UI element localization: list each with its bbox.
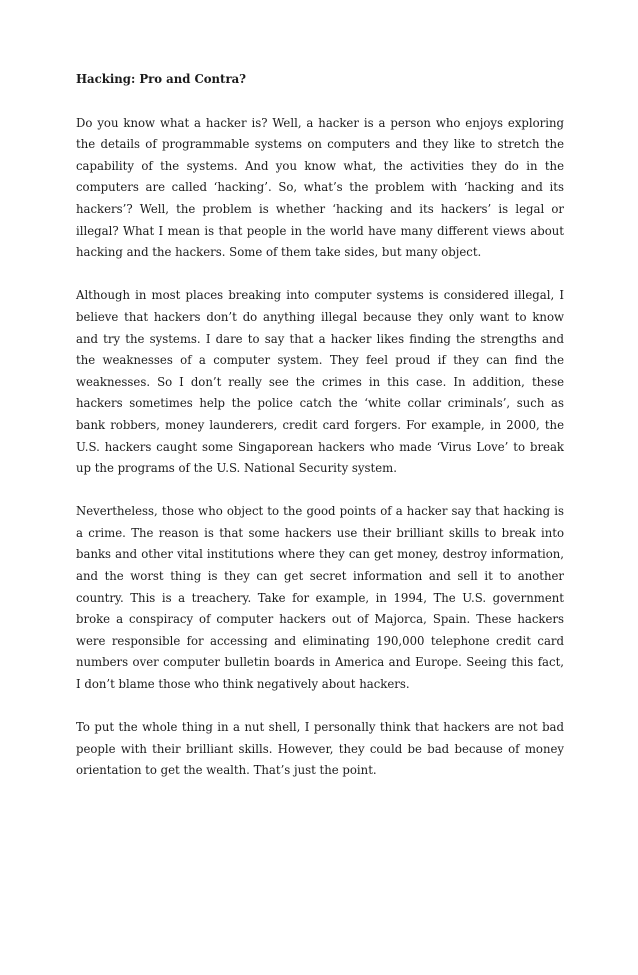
document-title: Hacking: Pro and Contra? [76, 72, 247, 86]
paragraph-contra: Nevertheless, those who object to the good points of a hacker say that hacking is a crime. The reason is that some hackers use their brilliant skills to break into banks and other vital institutions where they can get money, destroy information, and the worst thing is they can get secret information and sell it to another country. This is a treachery. Take for example, in 1994, The U.S. government broke a conspiracy of computer hackers out of Majorca, Spain. These hackers were responsible for accessing and eliminating 190,000 telephone credit card numbers over computer bulletin boards in America and Europe. Seeing this fact, I don’t blame those who think negatively about hackers. [76, 504, 564, 692]
paragraph-conclusion: To put the whole thing in a nut shell, I personally think that hackers are not bad people with their brilliant skills. However, they could be bad because of money orientation to get the wealth. That’s just the point. [76, 720, 564, 778]
paragraph-intro: Do you know what a hacker is? Well, a hacker is a person who enjoys exploring the details of programmable systems on computers and they like to stretch the capability of the systems. And you know what, the activities they do in the computers are called ‘hacking’. So, what’s the problem with ‘hacking and its hackers’? Well, the problem is whether ‘hacking and its hackers’ is legal or illegal? What I mean is that people in the world have many different views about hacking and the hackers. Some of them take sides, but many object. [76, 115, 564, 260]
paragraph-pro: Although in most places breaking into computer systems is considered illegal, I believe that hackers don’t do anything illegal because they only want to know and try the systems. I dare to say that a hacker likes finding the strengths and the weaknesses of a computer system. They feel proud if they can find the weaknesses. So I don’t really see the crimes in this case. In addition, these hackers sometimes help the police catch the ‘white collar criminals’, such as bank robbers, money launderers, credit card forgers. For example, in 2000, the U.S. hackers caught some Singaporean hackers who made ‘Virus Love’ to break up the programs of the U.S. National Security system. [76, 288, 564, 476]
document-body [76, 69, 564, 804]
